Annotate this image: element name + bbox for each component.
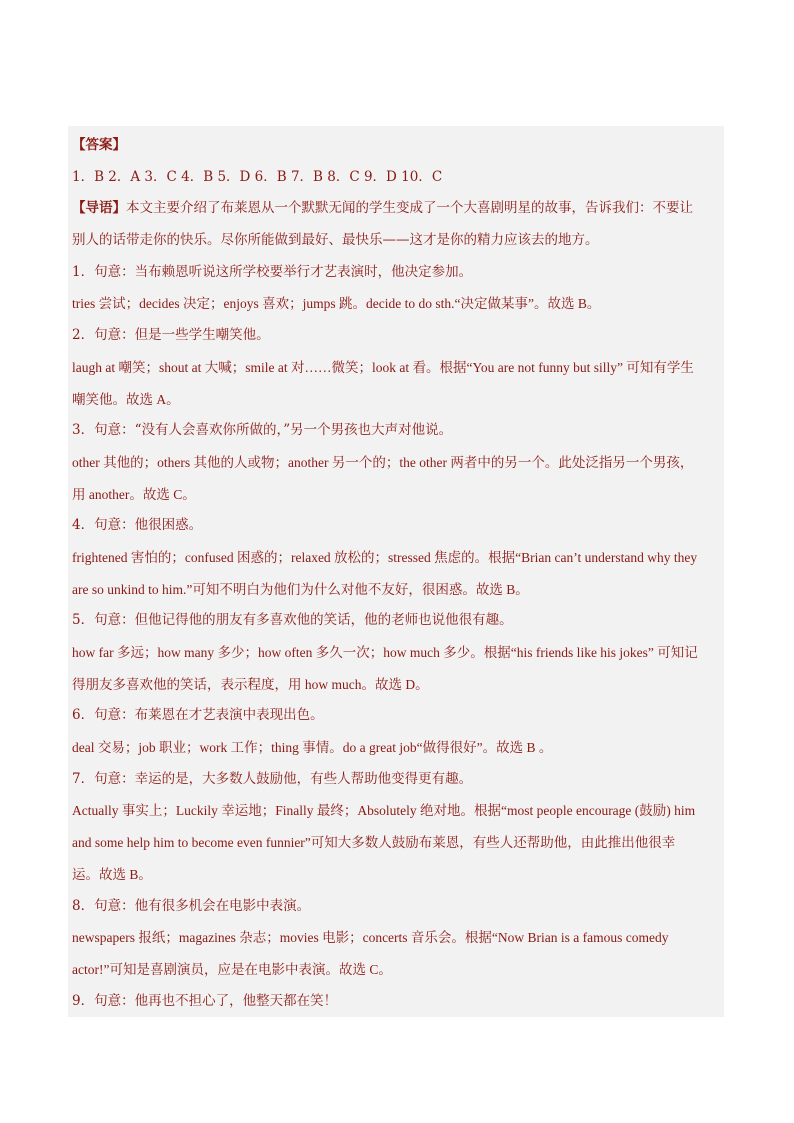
answer-header-line (72, 130, 720, 162)
item-analysis-line: tries 尝试；decides 决定；enjoys 喜欢；jumps 跳。decide to do sth.“决定做某事”。故选 B。 (72, 296, 601, 312)
item-analysis-line: Actually 事实上；Luckily 幸运地；Finally 最终；Absolutely 绝对地。根据“most people encourage (鼓励) him (72, 803, 696, 819)
item-analysis-line: frightened 害怕的；confused 困惑的；relaxed 放松的；stressed 焦虑的。根据“Brian can’t understand why they (72, 549, 698, 565)
item-analysis-line: 得朋友多喜欢他的笑话，表示程度，用 how much。故选 D。 (72, 676, 429, 692)
item-analysis-line: and some help him to become even funnier”可知大多数人鼓励布莱恩，有些人还帮助他，由此推出他很幸 (72, 835, 676, 851)
item-analysis-line: 用 another。故选 C。 (72, 486, 196, 502)
guide-line-1 (72, 193, 720, 225)
item-analysis-line: 嘲笑他。故选 A。 (72, 391, 180, 407)
guide-text-1: 本文主要介绍了布莱恩从一个默默无闻的学生变成了一个大喜剧明星的故事，告诉我们：不要让 (126, 200, 693, 217)
item-analysis-line: laugh at 嘲笑；shout at 大喊；smile at 对……微笑；look at 看。根据“You are not funny but silly” 可知有学生 (72, 359, 694, 375)
item-meaning: 5．句意：但他记得他的朋友有多喜欢他的笑话，他的老师也说他很有趣。 (72, 612, 513, 629)
item-meaning: 9．句意：他再也不担心了，他整天都在笑！ (72, 992, 338, 1009)
item-meaning: 8．句意：他有很多机会在电影中表演。 (72, 897, 311, 914)
item-analysis-line: deal 交易；job 职业；work 工作；thing 事情。do a great job“做得很好”。故选 B 。 (72, 740, 553, 756)
item-meaning: 4．句意：他很困惑。 (72, 517, 203, 534)
item-analysis-line: actor!”可知是喜剧演员，应是在电影中表演。故选 C。 (72, 961, 392, 977)
item-analysis-line: how far 多远；how many 多少；how often 多久一次；how much 多少。根据“his friends like his jokes” 可知记 (72, 645, 698, 660)
item-analysis-line: newspapers 报纸；magazines 杂志；movies 电影；concerts 音乐会。根据“Now Brian is a famous comedy (72, 930, 669, 946)
answer-header: 【答案】 (72, 137, 126, 153)
answer-content (72, 130, 720, 1017)
explanation-list (72, 257, 720, 1018)
item-meaning: 1．句意：当布赖恩听说这所学校要举行才艺表演时，他决定参加。 (72, 263, 473, 280)
item-meaning: 6．句意：布莱恩在才艺表演中表现出色。 (72, 707, 324, 724)
item-meaning: 7．句意：幸运的是，大多数人鼓励他，有些人帮助他变得更有趣。 (72, 770, 473, 787)
item-analysis-line: 运。故选 B。 (72, 866, 152, 882)
item-analysis-line: are so unkind to him.”可知不明白为他们为什么对他不友好，很困惑。故选 B。 (72, 581, 529, 597)
item-analysis-line: other 其他的；others 其他的人或物；another 另一个的；the other 两者中的另一个。此处泛指另一个男孩， (72, 454, 694, 470)
answers-line: 1．B 2．A 3．C 4．B 5．D 6．B 7．B 8．C 9．D 10．C (72, 168, 443, 185)
item-meaning: 2．句意：但是一些学生嘲笑他。 (72, 327, 270, 344)
guide-label: 【导语】 (72, 200, 126, 217)
item-meaning: 3．句意：“没有人会喜欢你所做的，”另一个男孩也大声对他说。 (72, 422, 453, 439)
guide-line-2: 别人的话带走你的快乐。尽你所能做到最好、最快乐——这才是你的精力应该去的地方。 (72, 232, 599, 249)
